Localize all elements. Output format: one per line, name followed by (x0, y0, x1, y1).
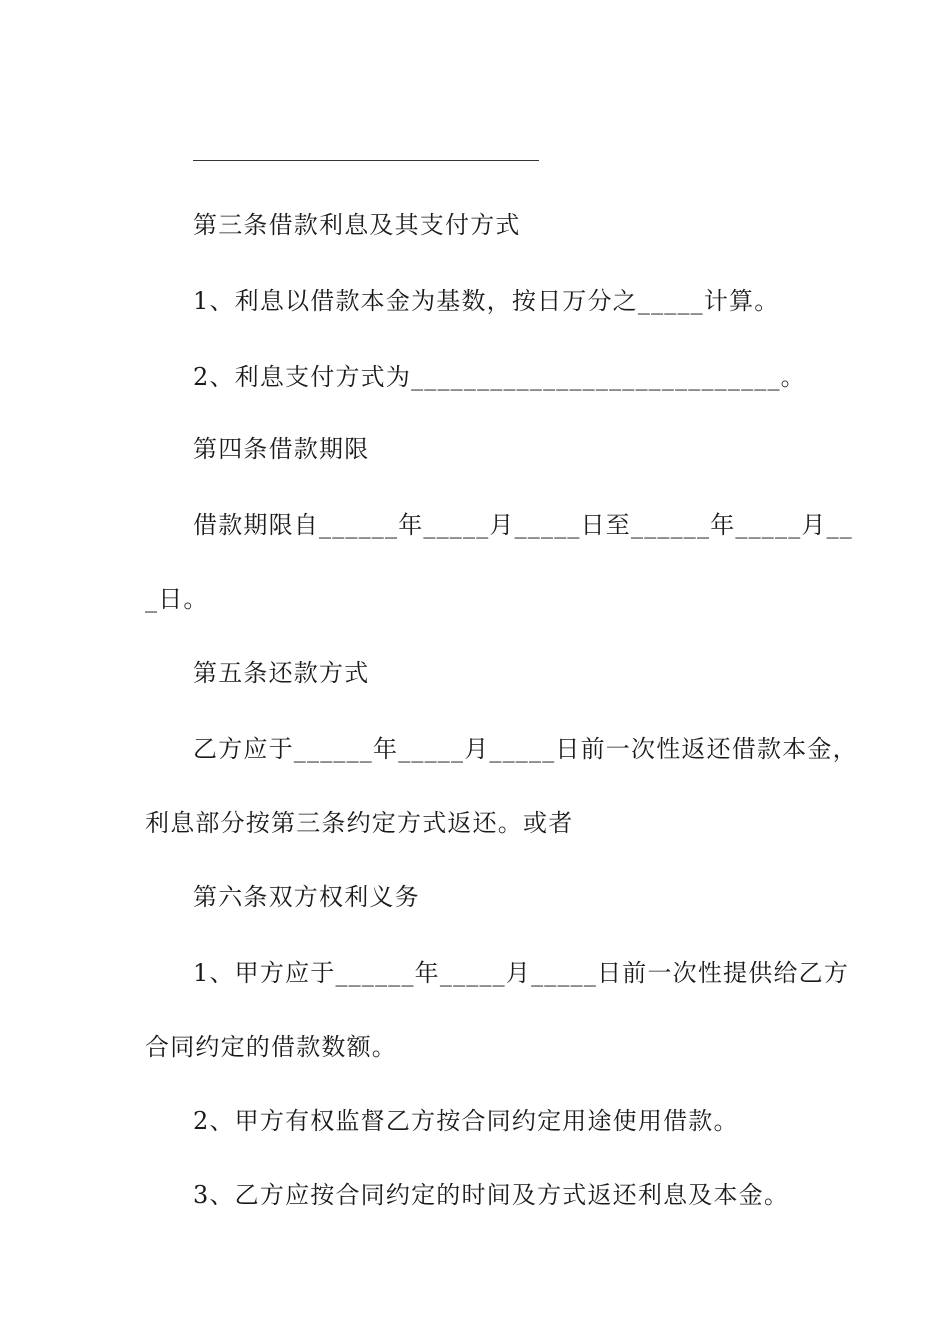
article-5-body-line-2: 利息部分按第三条约定方式返还。或者 (145, 809, 574, 837)
article-5-heading: 第五条还款方式 (193, 659, 370, 687)
article-6-clause-1-line-1: 1、甲方应于______年_____月_____日前一次性提供给乙方 (193, 959, 850, 987)
article-5-body-line-1: 乙方应于______年_____月_____日前一次性返还借款本金， (193, 735, 858, 763)
article-4-heading: 第四条借款期限 (193, 435, 370, 463)
blank-fill-line (193, 160, 539, 161)
article-6-clause-3: 3、乙方应按合同约定的时间及方式返还利息及本金。 (193, 1181, 790, 1209)
article-4-body-line-1: 借款期限自______年_____月_____日至______年_____月__ (193, 511, 853, 539)
article-3-clause-2: 2、利息支付方式为____________________________。 (193, 363, 806, 391)
article-6-clause-1-line-2: 合同约定的借款数额。 (145, 1033, 397, 1061)
article-3-heading: 第三条借款利息及其支付方式 (193, 211, 521, 239)
article-6-clause-2: 2、甲方有权监督乙方按合同约定用途使用借款。 (193, 1107, 739, 1135)
article-6-heading: 第六条双方权利义务 (193, 883, 420, 911)
article-4-body-line-2: _日。 (145, 585, 209, 613)
article-3-clause-1: 1、利息以借款本金为基数，按日万分之_____计算。 (193, 287, 780, 315)
